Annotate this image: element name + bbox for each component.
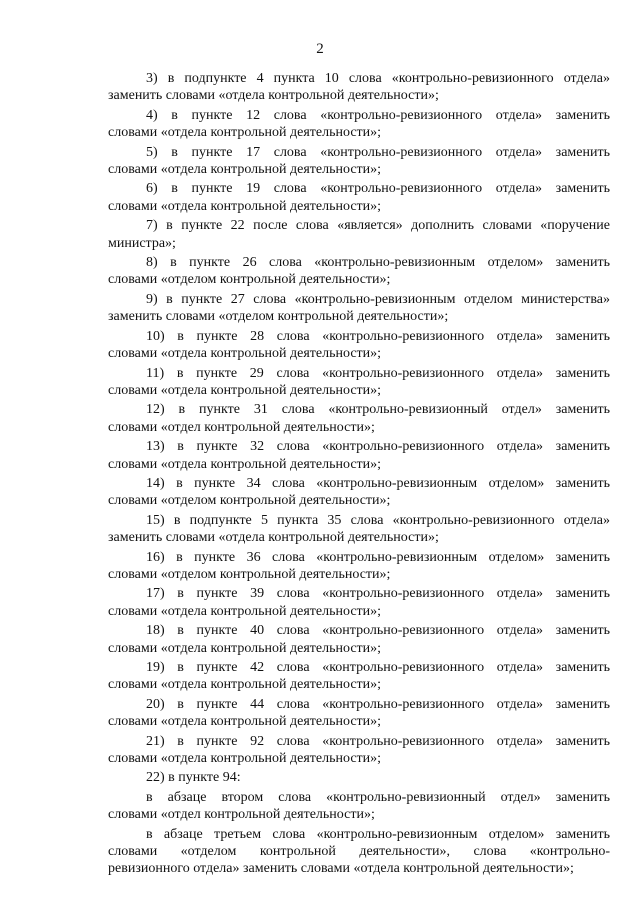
paragraph-line: в абзаце третьем слова «контрольно-ревизионным отделом» заменить bbox=[146, 826, 610, 842]
paragraph-line: словами «отдела контрольной деятельности»; bbox=[108, 162, 382, 178]
paragraph-line: заменить словами «отделом контрольной деятельности»; bbox=[108, 309, 449, 325]
paragraph-line: 9) в пункте 27 слова «контрольно-ревизионным отделом министерства» bbox=[146, 291, 610, 307]
paragraph-line: 13) в пункте 32 слова «контрольно-ревизионного отдела» заменить bbox=[146, 439, 610, 455]
paragraph-line: министра»; bbox=[108, 235, 176, 251]
paragraph-item bbox=[108, 659, 610, 694]
paragraph-line: 17) в пункте 39 слова «контрольно-ревизионного отдела» заменить bbox=[146, 586, 610, 602]
paragraph-line: словами «отделом контрольной деятельности»; bbox=[108, 493, 391, 509]
paragraph-line: 12) в пункте 31 слова «контрольно-ревизионный отдел» заменить bbox=[146, 402, 610, 418]
paragraph-item bbox=[108, 217, 610, 252]
paragraph-line: словами «отдела контрольной деятельности»; bbox=[108, 603, 382, 619]
paragraph-line: словами «отделом контрольной деятельности»; bbox=[108, 566, 391, 582]
paragraph-item bbox=[108, 328, 610, 363]
paragraph-line: словами «отдела контрольной деятельности»; bbox=[108, 640, 382, 656]
paragraph-line: заменить словами «отдела контрольной деятельности»; bbox=[108, 530, 439, 546]
paragraph-item bbox=[108, 585, 610, 620]
paragraph-item bbox=[108, 512, 610, 547]
paragraph-item bbox=[108, 769, 610, 786]
paragraph-line: словами «отдел контрольной деятельности»; bbox=[108, 807, 375, 823]
paragraph-item bbox=[108, 144, 610, 179]
paragraph-line: словами «отдела контрольной деятельности»; bbox=[108, 382, 382, 398]
paragraph-item bbox=[108, 696, 610, 731]
paragraph-line: словами «отдела контрольной деятельности»; bbox=[108, 456, 382, 472]
paragraph-line: 14) в пункте 34 слова «контрольно-ревизионным отделом» заменить bbox=[146, 475, 610, 491]
paragraph-line: 22) в пункте 94: bbox=[146, 770, 241, 786]
paragraph-line: словами «отдела контрольной деятельности»; bbox=[108, 714, 382, 730]
paragraph-item bbox=[108, 549, 610, 584]
paragraph-line: 20) в пункте 44 слова «контрольно-ревизионного отдела» заменить bbox=[146, 696, 610, 712]
paragraph-item bbox=[108, 438, 610, 473]
paragraph-item bbox=[108, 789, 610, 824]
paragraph-item bbox=[108, 254, 610, 289]
paragraph-item bbox=[108, 475, 610, 510]
paragraph-item bbox=[108, 107, 610, 142]
paragraph-line: 16) в пункте 36 слова «контрольно-ревизионным отделом» заменить bbox=[146, 549, 610, 565]
paragraph-line: словами «отдела контрольной деятельности»; bbox=[108, 346, 382, 362]
paragraph-line: 8) в пункте 26 слова «контрольно-ревизионным отделом» заменить bbox=[146, 255, 610, 271]
paragraph-item bbox=[108, 291, 610, 326]
paragraph-item bbox=[108, 622, 610, 657]
paragraph-item bbox=[108, 365, 610, 400]
paragraph-line: словами «отдела контрольной деятельности»; bbox=[108, 198, 382, 214]
paragraph-line: 15) в подпункте 5 пункта 35 слова «контрольно-ревизионного отдела» bbox=[146, 512, 610, 528]
paragraph-line: словами «отделом контрольной деятельности»; bbox=[108, 272, 391, 288]
page-number: 2 bbox=[316, 41, 324, 57]
paragraph-line: 3) в подпункте 4 пункта 10 слова «контрольно-ревизионного отдела» bbox=[146, 71, 610, 86]
paragraph-line: 5) в пункте 17 слова «контрольно-ревизионного отдела» заменить bbox=[146, 144, 610, 160]
paragraph-line: 11) в пункте 29 слова «контрольно-ревизионного отдела» заменить bbox=[146, 365, 610, 381]
paragraph-line: 18) в пункте 40 слова «контрольно-ревизионного отдела» заменить bbox=[146, 623, 610, 639]
paragraph-item bbox=[108, 826, 610, 878]
paragraph-line: словами «отдела контрольной деятельности»; bbox=[108, 751, 382, 767]
paragraph-line: 4) в пункте 12 слова «контрольно-ревизионного отдела» заменить bbox=[146, 107, 610, 123]
paragraph-line: словами «отдела контрольной деятельности»; bbox=[108, 125, 382, 141]
paragraph-item bbox=[108, 733, 610, 768]
paragraph-line: словами «отделом контрольной деятельности», слова «контрольно- bbox=[108, 844, 610, 860]
paragraph-line: словами «отдел контрольной деятельности»; bbox=[108, 419, 375, 435]
paragraph-item bbox=[108, 180, 610, 215]
paragraph-line: заменить словами «отдела контрольной деятельности»; bbox=[108, 88, 439, 104]
paragraph-item bbox=[108, 401, 610, 436]
paragraph-line: 19) в пункте 42 слова «контрольно-ревизионного отдела» заменить bbox=[146, 660, 610, 675]
paragraph-item bbox=[108, 70, 610, 105]
paragraph-line: 6) в пункте 19 слова «контрольно-ревизионного отдела» заменить bbox=[146, 181, 610, 197]
document-body bbox=[108, 70, 610, 880]
paragraph-line: 21) в пункте 92 слова «контрольно-ревизионного отдела» заменить bbox=[146, 733, 610, 749]
paragraph-line: ревизионного отдела» заменить словами «отдела контрольной деятельности»; bbox=[108, 861, 574, 877]
paragraph-line: 10) в пункте 28 слова «контрольно-ревизионного отдела» заменить bbox=[146, 328, 610, 344]
paragraph-line: 7) в пункте 22 после слова «является» дополнить словами «поручение bbox=[146, 218, 610, 234]
paragraph-line: в абзаце втором слова «контрольно-ревизионный отдел» заменить bbox=[146, 789, 610, 805]
paragraph-line: словами «отдела контрольной деятельности»; bbox=[108, 677, 382, 693]
